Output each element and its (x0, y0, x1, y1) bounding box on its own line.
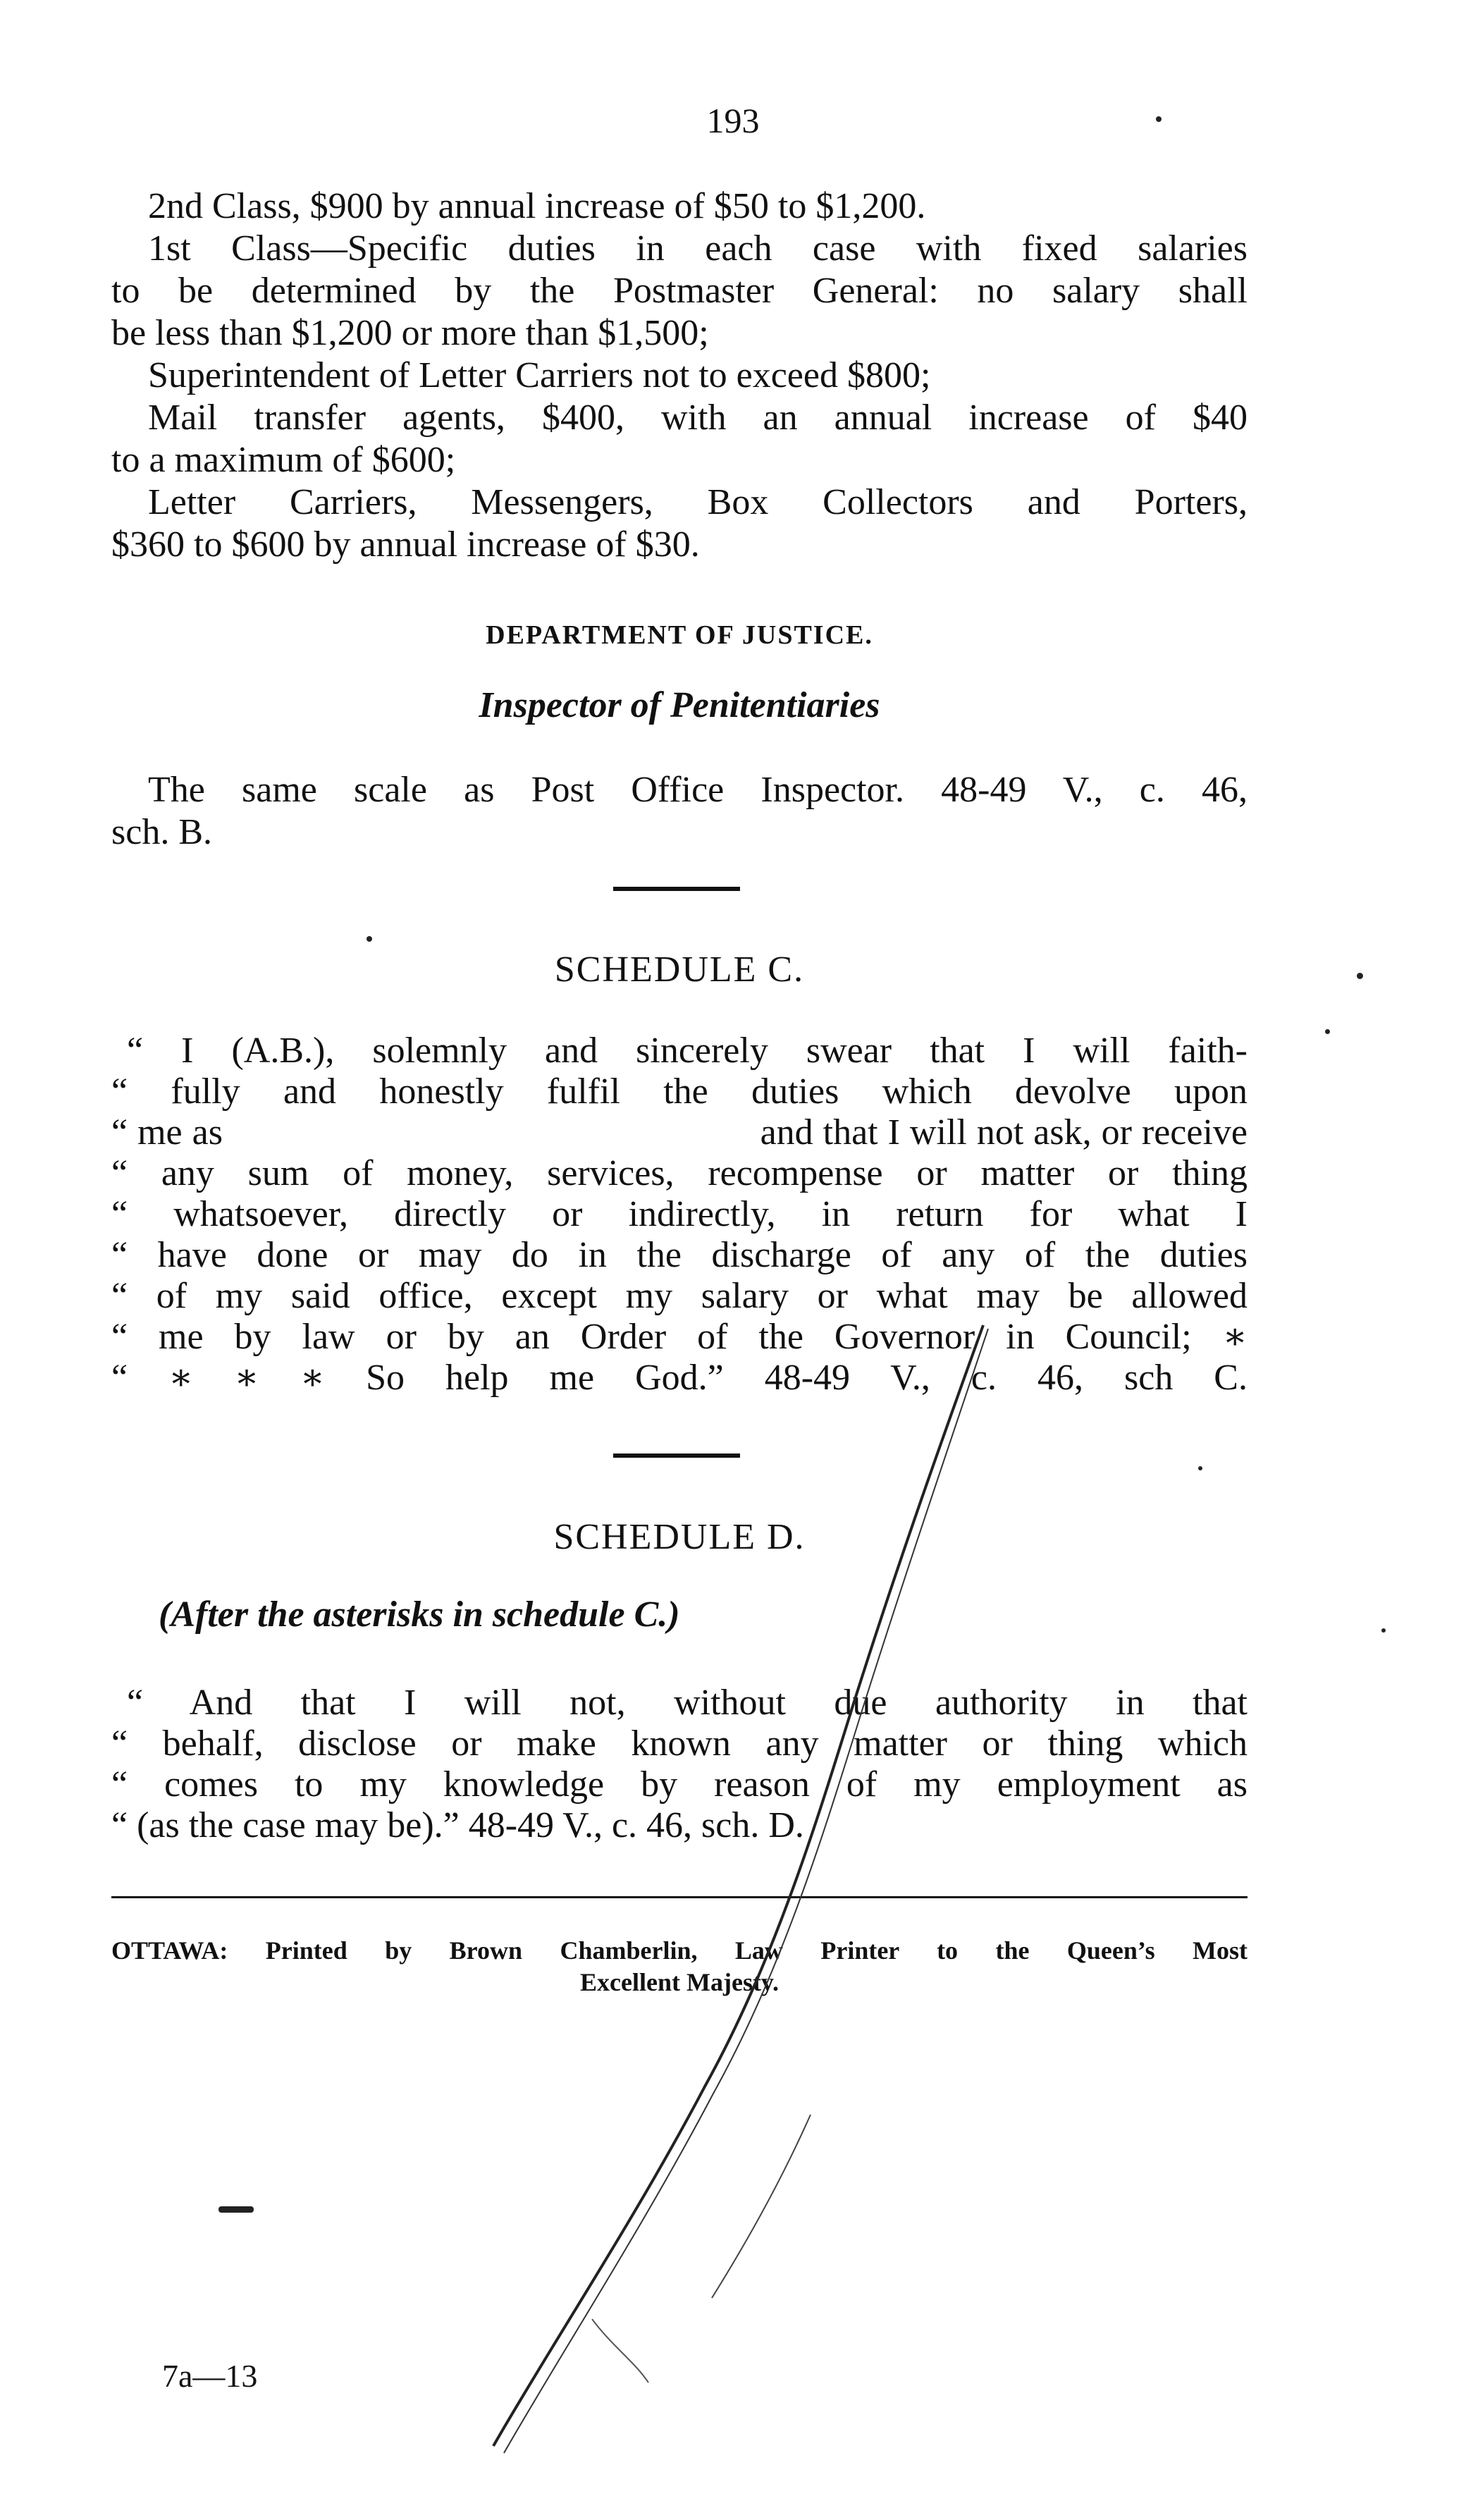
oath-line: “ behalf, disclose or make known any matter or thing which (111, 1723, 1248, 1764)
ink-speck (1325, 1029, 1330, 1034)
printer-imprint: OTTAWA: Printed by Brown Chamberlin, Law Printer to the Queen’s Most (111, 1936, 1248, 1965)
schedule-heading: SCHEDULE C. (554, 949, 805, 990)
ink-speck (218, 2206, 254, 2213)
document-page: 193 2nd Class, $900 by annual increase of $50 to $1,200. 1st Class—Specific duties in each case with fixed salaries to be determined by the Postmaster General: no salary shall be less than $1,200 or more than $1,500; Superintendent of Letter Carriers not to exceed $800; Mail transfer agents, $400, with an annual increase of $40 to a maximum of $600; Letter Carriers, Messengers, Box Collectors and Porters, $360 to $600 by annual increase of $30. DEPARTMENT OF JUSTICE. Inspector of Penitentiaries The same scale as Post Office Inspector. 48-49 V., c. 46, sch. B. SCHEDULE C. “ I (A.B.), solemnly and sincerely swear that I will faith- “ fully and honestly fulfil the duties which devolve upon “ me as and that I will not ask, or receive “ any sum of money, services, recompense or matter or thing “ whatsoever, directly or indirectly, in return for what I “ have done or may do in the discharge of any of the duties “ of my said office, except my salary or what may be allowed “ me by law or by an Order of the Governor in Council; ∗ “ ∗ ∗ ∗ So help me God.” 48-49 V., c. 46, sch C. SCHEDULE D. (After the asterisks in schedule C.) “ And that I will not, without due authority in that “ behalf, disclose or make known any matter or thing which “ comes to my knowledge by reason of my employment as “ (as the case may be).” 48-49 V., c. 46, sch. D. OTTAWA: Printed by Brown Chamberlin, Law Printer to the Queen’s Most Excellent Majesty. 7a—13 (0, 0, 1466, 2520)
text-line: sch. B. (111, 812, 212, 852)
text-line: 2nd Class, $900 by annual increase of $50 to $1,200. (148, 186, 926, 226)
oath-line: “ fully and honestly fulfil the duties which devolve upon (111, 1071, 1248, 1112)
oath-line: “ whatsoever, directly or indirectly, in return for what I (111, 1194, 1248, 1234)
oath-line: “ me by law or by an Order of the Governor in Council; ∗ (111, 1317, 1248, 1357)
printer-imprint: Excellent Majesty. (580, 1968, 779, 1996)
text-line: Superintendent of Letter Carriers not to exceed $800; (148, 355, 931, 395)
text-line: The same scale as Post Office Inspector. 48-49 V., c. 46, (148, 770, 1248, 810)
ink-speck (1198, 1466, 1202, 1470)
text-line: $360 to $600 by annual increase of $30. (111, 524, 700, 565)
ink-speck (366, 936, 372, 942)
oath-line: “ of my said office, except my salary or what may be allowed (111, 1276, 1248, 1316)
text-line: Letter Carriers, Messengers, Box Collectors and Porters, (148, 482, 1248, 522)
oath-line: “ comes to my knowledge by reason of my employment as (111, 1764, 1248, 1805)
text-line: Mail transfer agents, $400, with an annual increase of $40 (148, 398, 1248, 438)
oath-line: “ any sum of money, services, recompense or matter or thing (111, 1153, 1248, 1193)
text-line: to be determined by the Postmaster General: no salary shall (111, 271, 1248, 311)
oath-line: “ have done or may do in the discharge of any of the duties (111, 1235, 1248, 1275)
page-number: 193 (706, 101, 760, 140)
oath-line: “ (as the case may be).” 48-49 V., c. 46, sch. D. (111, 1805, 804, 1845)
text-line: to a maximum of $600; (111, 440, 456, 480)
schedule-subheading: (After the asterisks in schedule C.) (159, 1594, 680, 1635)
section-subheading: Inspector of Penitentiaries (479, 685, 880, 725)
oath-line: “ ∗ ∗ ∗ So help me God.” 48-49 V., c. 46, sch C. (111, 1358, 1248, 1398)
text-line: be less than $1,200 or more than $1,500; (111, 313, 709, 353)
oath-line: “ I (A.B.), solemnly and sincerely swear that I will faith- (127, 1031, 1248, 1071)
text-line: 1st Class—Specific duties in each case with fixed salaries (148, 228, 1248, 269)
schedule-heading: SCHEDULE D. (553, 1517, 806, 1557)
section-heading: DEPARTMENT OF JUSTICE. (486, 620, 873, 650)
ink-speck (1381, 1628, 1386, 1633)
ink-speck (1357, 973, 1363, 979)
ink-speck (1156, 116, 1162, 122)
signature-mark: 7a—13 (162, 2358, 258, 2394)
oath-line: “ And that I will not, without due authority in that (127, 1683, 1248, 1723)
